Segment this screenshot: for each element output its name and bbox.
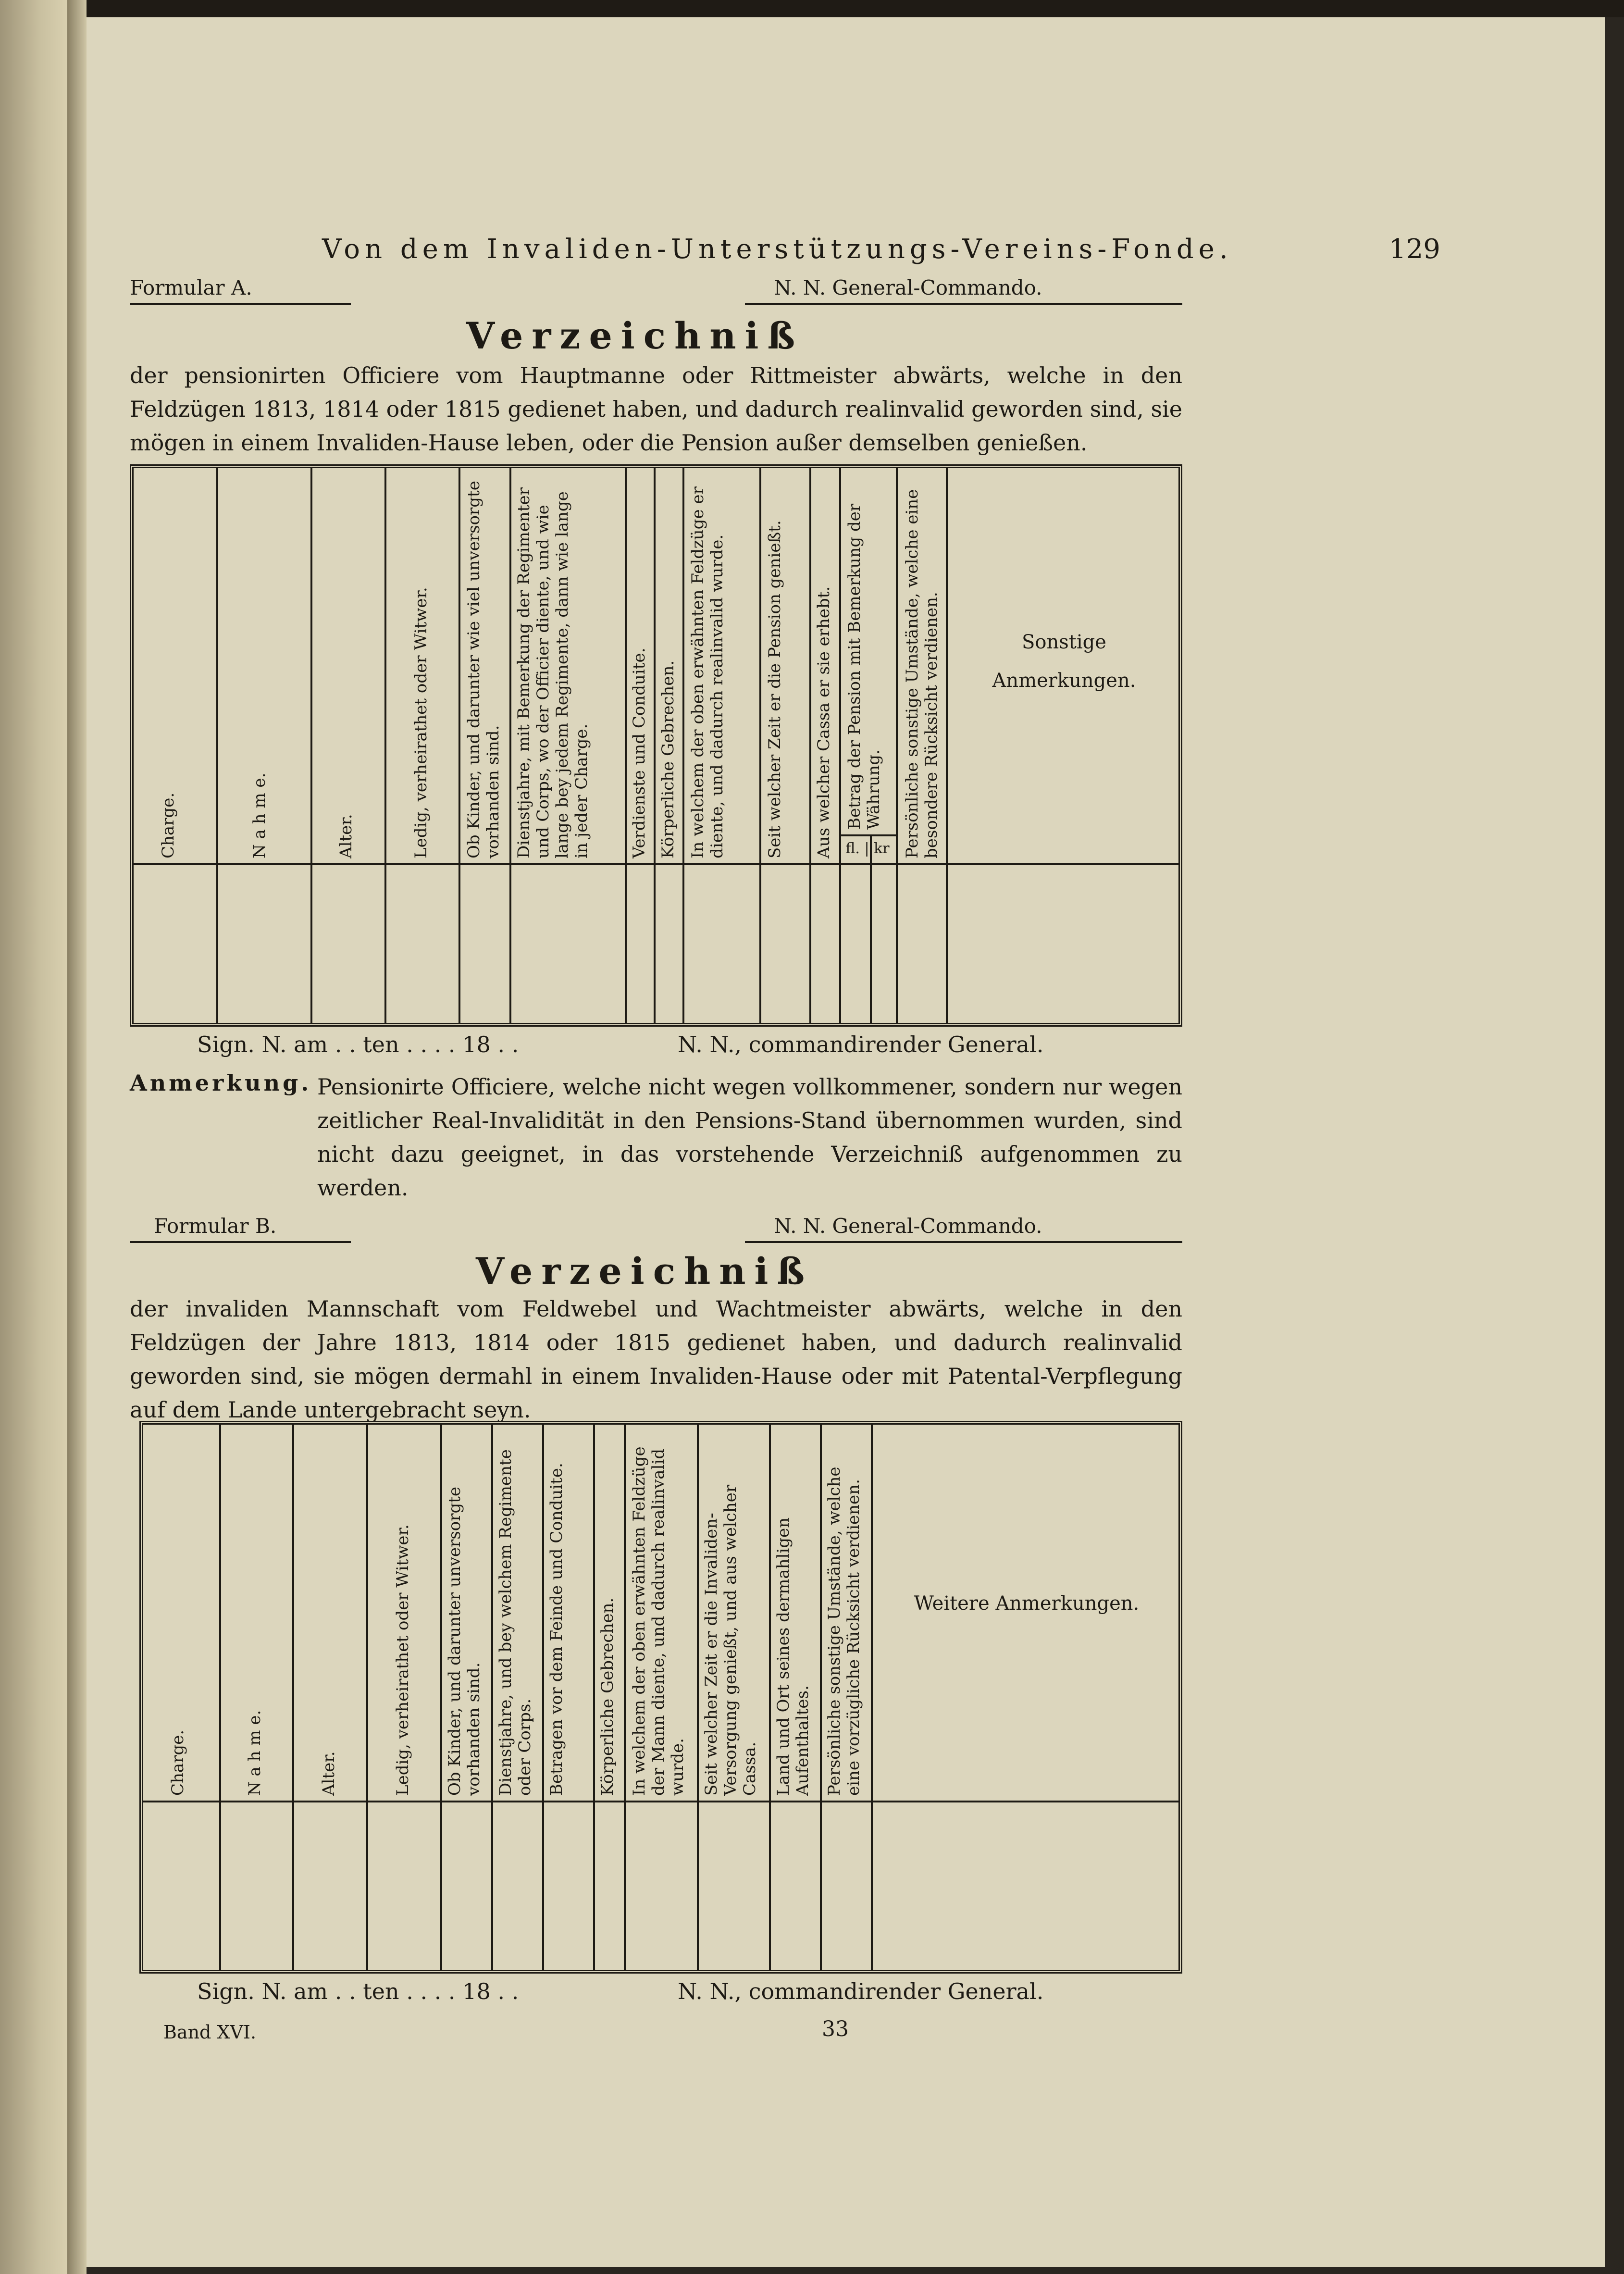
footer-volume: Band XVI. (163, 2022, 257, 2043)
form-a-col-service: Dienstjahre, mit Bemerkung der Regimenter und Corps, wo der Officier diente, und wie lange bey jedem Regimente, dann wie lange in jeder Charge. (514, 487, 591, 858)
footer-sheet: 33 (822, 2017, 849, 2041)
form-b-col-ailments: Körperliche Gebrechen. (598, 1597, 617, 1796)
form-b-command: N. N. General-Commando. (774, 1214, 1042, 1238)
form-a-signer: N. N., commandirender General. (678, 1031, 1044, 1057)
form-a-label-rule (130, 303, 351, 305)
form-b-col-sep (491, 1425, 493, 1970)
form-a-title: Verzeichniß (466, 314, 804, 357)
form-a-col-sep (509, 468, 511, 1023)
form-b-col-campaign: In welchem der oben erwähnten Feldzüge der Mann diente, und dadurch realinvalid wurde. (630, 1446, 687, 1796)
book-spine (67, 0, 87, 2274)
form-a-col-sep (310, 468, 312, 1023)
form-a-col-campaign: In welchem der oben erwähnten Feldzüge er diente, und dadurch realinvalid wurde. (688, 486, 727, 858)
form-a-col-pension-since: Seit welcher Zeit er die Pension genießt. (765, 520, 784, 858)
document-page (87, 17, 1605, 2267)
form-b-command-rule (745, 1241, 1182, 1243)
form-b-label: Formular B. (154, 1214, 277, 1238)
form-a-command-rule (745, 303, 1182, 305)
form-a-currency-sub: fl. | kr (845, 840, 890, 857)
form-b-col-sep (820, 1425, 822, 1970)
form-b-col-circumstances: Persönliche sonstige Umstände, welche eine vorzügliche Rücksicht verdienen. (825, 1466, 863, 1796)
form-a-label: Formular A. (130, 276, 252, 299)
form-a-col-pension-amount: Betrag der Pension mit Bemerkung der Währung. (845, 503, 883, 830)
form-a-col-sep (459, 468, 460, 1023)
form-b-header-divider (143, 1801, 1178, 1802)
form-b-col-sep (697, 1425, 699, 1970)
form-a-col-remarks: Sonstige Anmerkungen. (992, 631, 1136, 692)
form-a-col-sep (682, 468, 684, 1023)
form-a-col-cashbox: Aus welcher Cassa er sie erhebt. (814, 586, 833, 858)
form-b-signature: Sign. N. am . . ten . . . . 18 . . (197, 1978, 519, 2004)
form-a-col-sep (896, 468, 898, 1023)
form-a-col-sep (839, 468, 841, 1023)
form-a-col-sep (216, 468, 218, 1023)
form-a-header-divider (134, 863, 1178, 865)
form-b-col-sep (624, 1425, 626, 1970)
form-b-col-children: Ob Kinder, und darunter unversorgte vorhanden sind. (445, 1486, 483, 1796)
form-a-col-sep (384, 468, 386, 1023)
form-b-col-sep (219, 1425, 221, 1970)
form-b-label-rule (130, 1241, 351, 1243)
form-b-intro: der invaliden Mannschaft vom Feldwebel und Wachtmeister abwärts, welche in den Feldzügen der Jahre 1813, 1814 oder 1815 gedienet haben, und dadurch realinvalid geworden sind, sie mögen dermahl in einem Invaliden-Hause oder mit Patental-Verpflegung auf dem Lande untergebracht seyn. (130, 1296, 1182, 1423)
form-b-col-charge: Charge. (168, 1729, 187, 1796)
form-b-title: Verzeichniß (476, 1250, 814, 1292)
form-a-col-circumstances: Persönliche sonstige Umstände, welche eine besondere Rücksicht verdienen. (903, 489, 941, 858)
form-a-col-marital: Ledig, verheirathet oder Witwer. (411, 587, 431, 858)
form-a-command: N. N. General-Commando. (774, 276, 1042, 299)
form-b-col-service: Dienstjahre, und bey welchem Regimente oder Corps. (496, 1449, 534, 1796)
form-b-col-sep (542, 1425, 544, 1970)
form-a-signature: Sign. N. am . . ten . . . . 18 . . (197, 1031, 519, 1057)
form-b-col-conduct: Betragen vor dem Feinde und Conduite. (547, 1463, 566, 1796)
facing-page-edge (0, 0, 67, 2274)
form-b-col-marital: Ledig, verheirathet oder Witwer. (393, 1524, 412, 1796)
form-a-col-merits: Verdienste und Conduite. (630, 647, 649, 858)
form-a-col-sep (809, 468, 811, 1023)
form-b-col-remarks: Weitere Anmerkungen. (914, 1592, 1140, 1615)
form-a-col-charge: Charge. (159, 792, 178, 858)
page-number: 129 (1389, 234, 1440, 265)
form-b-col-residence: Land und Ort seines dermahligen Aufenthaltes. (774, 1517, 812, 1796)
form-a-col-name: N a h m e. (250, 772, 269, 858)
form-b-signer: N. N., commandirender General. (678, 1978, 1044, 2004)
form-b-col-name: N a h m e. (245, 1710, 264, 1796)
form-b-col-provision: Seit welcher Zeit er die Invaliden-Versorgung genießt, und aus welcher Cassa. (702, 1484, 759, 1796)
form-b-col-sep (769, 1425, 771, 1970)
form-b-col-sep (440, 1425, 442, 1970)
running-title: Von dem Invaliden-Unterstützungs-Vereins-Fonde. (322, 234, 1233, 265)
form-a-col-children: Ob Kinder, und darunter wie viel unversorgte vorhanden sind. (464, 481, 503, 858)
scan-top-edge (0, 0, 1624, 17)
form-a-col-sep (654, 468, 656, 1023)
form-a-col-sep (759, 468, 761, 1023)
form-b-col-sep (366, 1425, 368, 1970)
form-b-col-age: Alter. (319, 1751, 338, 1796)
form-b-col-sep (593, 1425, 595, 1970)
form-a-col-ailments: Körperliche Gebrechen. (658, 660, 678, 858)
form-a-col-sep (625, 468, 627, 1023)
form-b-col-sep (871, 1425, 873, 1970)
form-a-intro: der pensionirten Officiere vom Hauptmanne oder Rittmeister abwärts, welche in den Feldzügen 1813, 1814 oder 1815 gedienet haben, und dadurch realinvalid geworden sind, sie mögen in einem Invaliden-Hause leben, oder die Pension außer demselben genießen. (130, 362, 1182, 456)
form-b-col-sep (292, 1425, 294, 1970)
form-a-table (130, 464, 1182, 1027)
form-a-col-age: Alter. (336, 814, 356, 858)
form-a-col-sep (946, 468, 948, 1023)
note-label: Anmerkung. (130, 1070, 312, 1096)
note-text: Pensionirte Officiere, welche nicht wegen vollkommener, sondern nur wegen zeitlicher Real-Invalidität in den Pensions-Stand übernommen wurden, sind nicht dazu geeignet, in das vorstehende Verzeichniß aufgenommen zu werden. (317, 1074, 1182, 1201)
